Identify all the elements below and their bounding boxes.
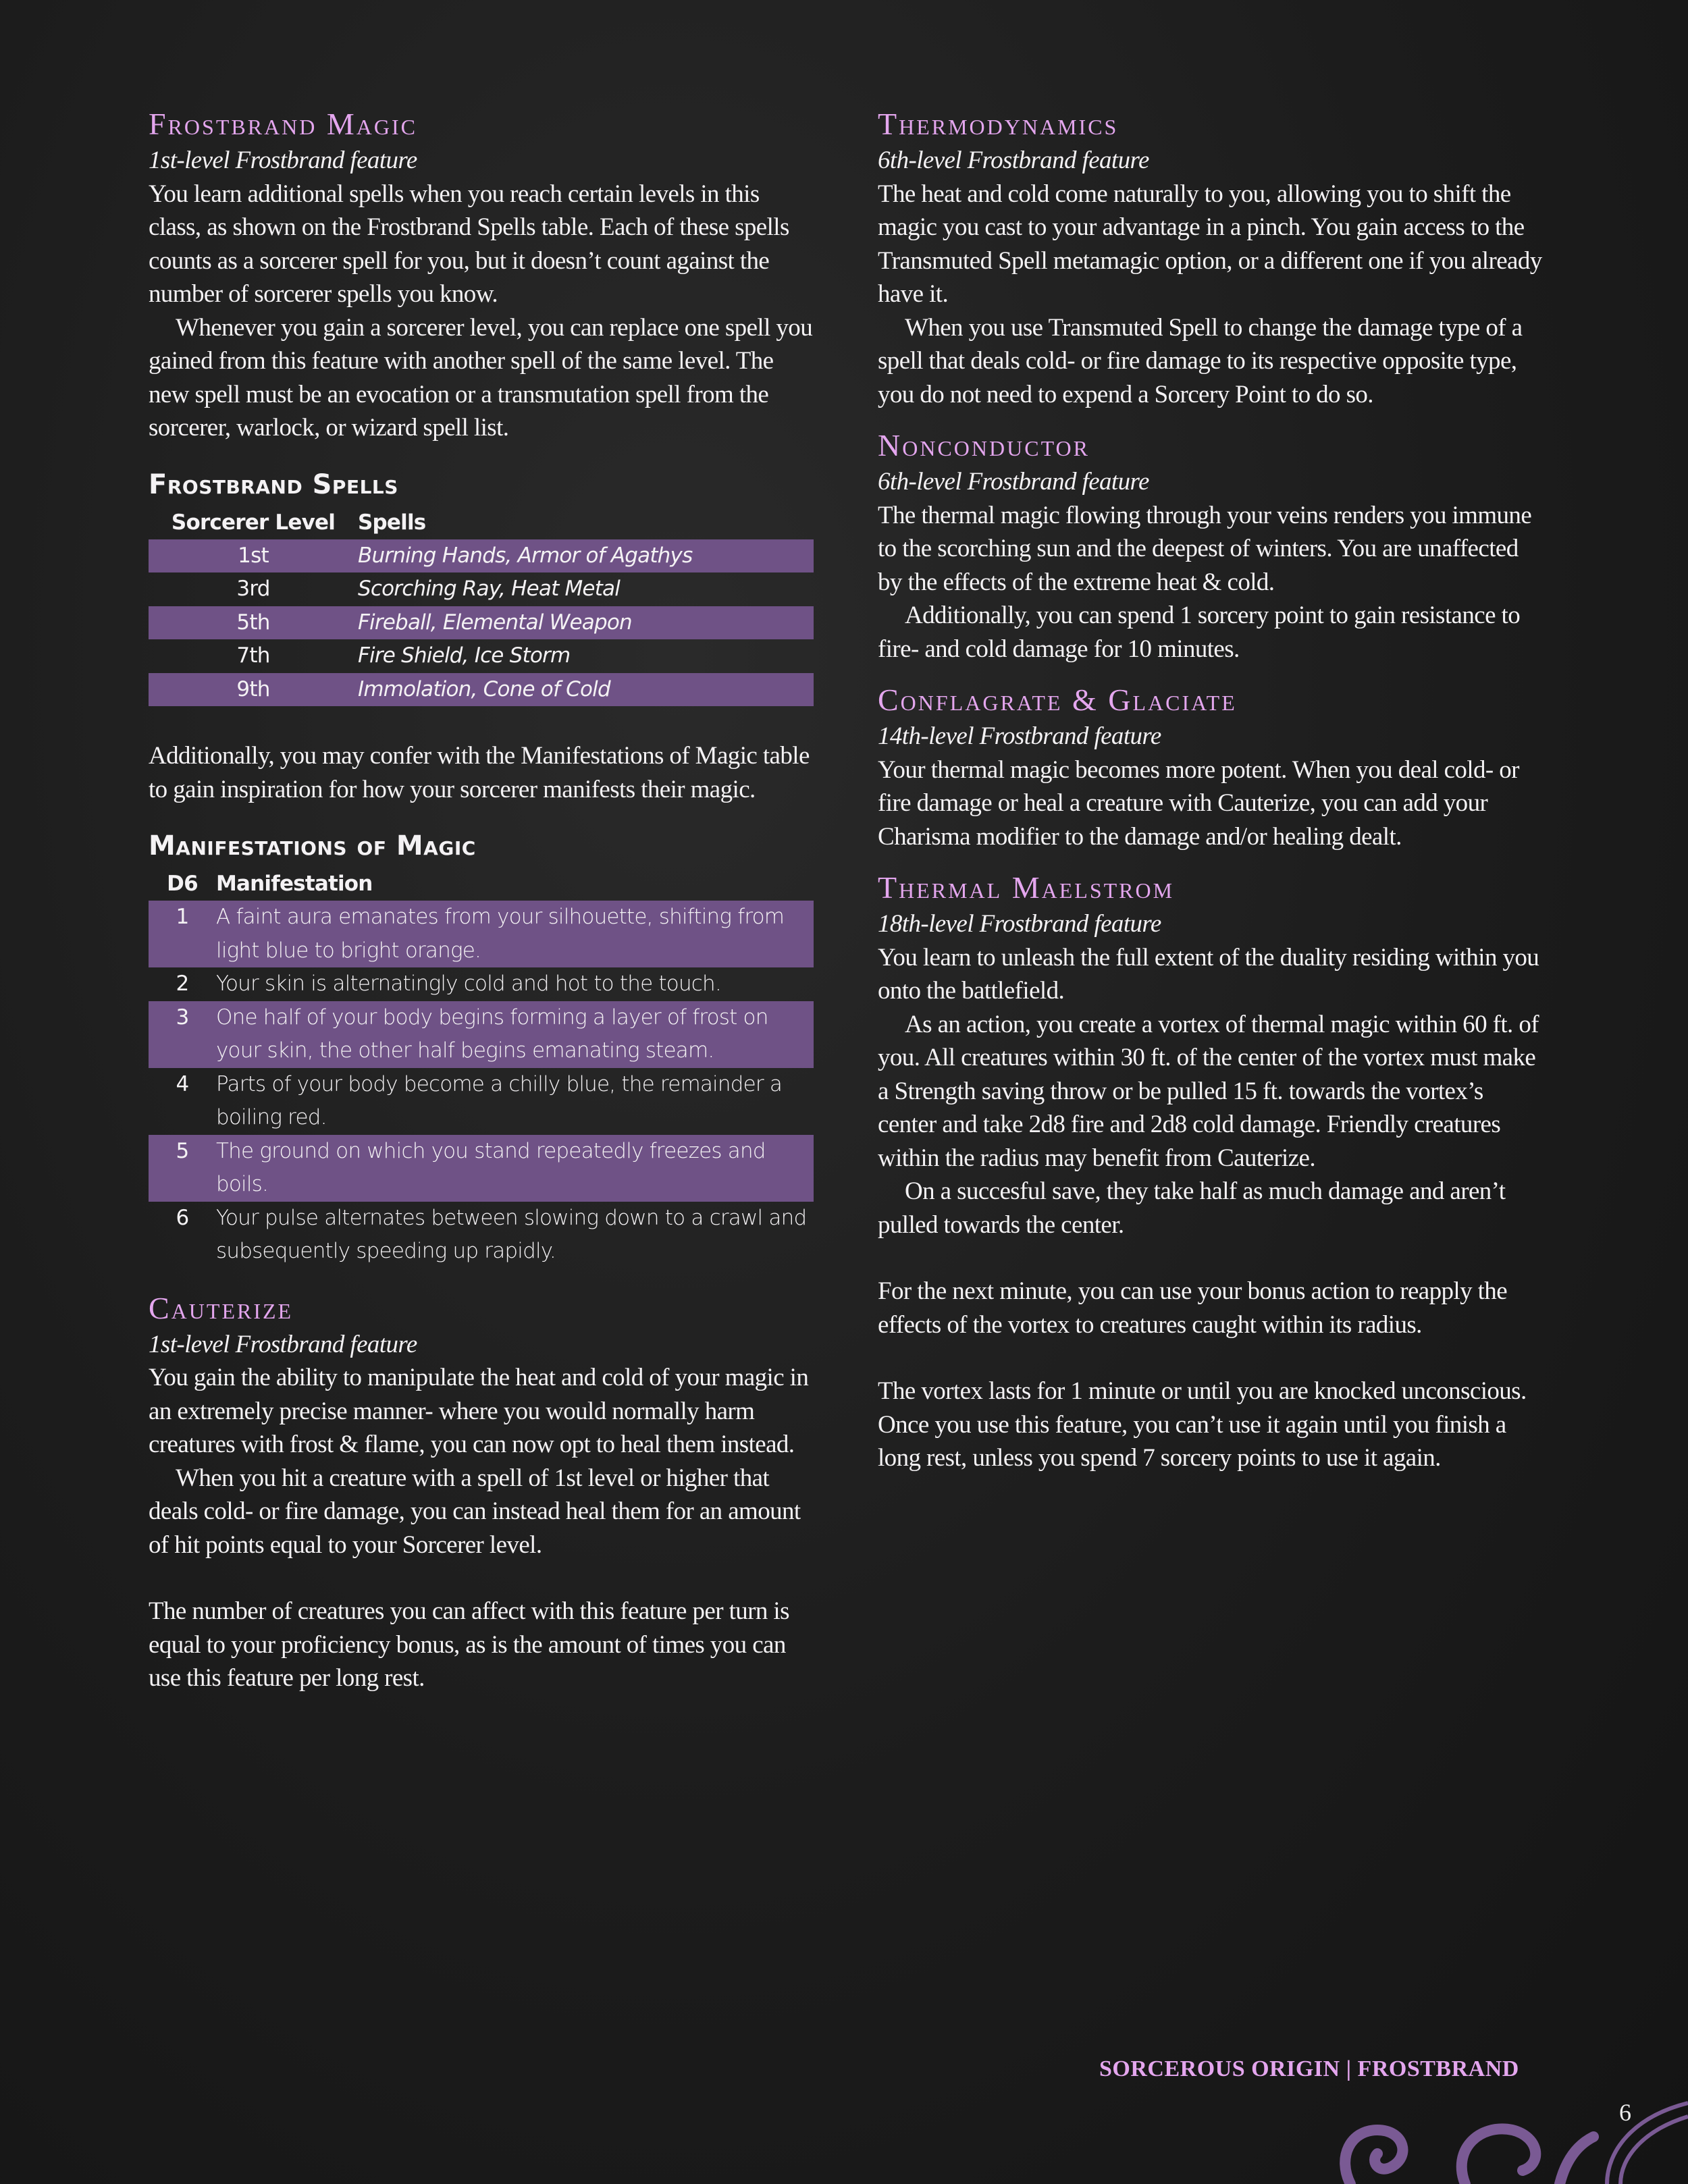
paragraph: Your thermal magic becomes more potent. When you deal cold- or fire damage or heal a creature with Cauterize, you can add your Charisma modifier to the damage and/or healing dealt.: [878, 755, 1519, 851]
manifestation-cell: The ground on which you stand repeatedly freezes and boils.: [216, 1135, 814, 1202]
level-cell: 7th: [236, 643, 270, 668]
spells-cell: Fire Shield, Ice Storm: [358, 643, 571, 668]
manifestation-cell: Your skin is alternatingly cold and hot to the touch.: [216, 971, 721, 996]
section-title: Cauterize: [149, 1290, 294, 1325]
manifestation-cell: A faint aura emanates from your silhouette, shifting from light blue to bright orange.: [216, 901, 814, 967]
page-number: 6: [1619, 2099, 1631, 2126]
table-row: [149, 1135, 814, 1202]
roll-cell: 6: [176, 1205, 189, 1230]
feature-level: 18th-level Frostbrand feature: [878, 910, 1161, 938]
manifestations-table: [149, 865, 814, 1269]
manifestation-cell: Your pulse alternates between slowing down to a crawl and subsequently speeding up rapidly.: [216, 1205, 807, 1263]
conflagrate-section: [878, 681, 1543, 853]
paragraph: For the next minute, you can use your bonus action to reapply the effects of the vortex to creatures caught within its radius.: [878, 1277, 1508, 1339]
column-header: Manifestation: [216, 872, 373, 896]
spells-cell: Immolation, Cone of Cold: [358, 673, 814, 707]
paragraph: You gain the ability to manipulate the heat and cold of your magic in an extremely precise manner- where you would normally harm creatures with frost & flame, you can now opt to heal them instead.: [149, 1364, 809, 1458]
feature-level: 1st-level Frostbrand feature: [149, 147, 417, 174]
roll-cell: 4: [176, 1071, 189, 1096]
manifestation-cell: Parts of your body become a chilly blue, the remainder a boiling red.: [216, 1071, 783, 1129]
table-row: [149, 539, 814, 573]
feature-level: 6th-level Frostbrand feature: [878, 468, 1149, 496]
running-footer: SORCEROUS ORIGIN | FROSTBRAND: [1099, 2056, 1519, 2081]
feature-level: 1st-level Frostbrand feature: [149, 1330, 417, 1358]
paragraph: You learn additional spells when you reach certain levels in this class, as shown on the Frostbrand Spells table. Each of these spells counts as a sorcerer spell for you, but it doesn’t count against the number of sorcerer spells you know.: [149, 180, 789, 308]
section-title: Nonconductor: [878, 428, 1090, 462]
roll-cell: 1: [149, 901, 216, 967]
paragraph: The vortex lasts for 1 minute or until you are knocked unconscious. Once you use this feature, you can’t use it again until you finish a long rest, unless you spend 7 sorcery points to use it again.: [878, 1377, 1527, 1472]
flourish-ornament-icon: [1310, 2083, 1688, 2184]
paragraph: You learn to unleash the full extent of the duality residing within you onto the battlefield.: [878, 943, 1539, 1005]
nonconductor-section: [878, 426, 1543, 666]
roll-cell: 2: [176, 971, 189, 996]
paragraph: When you use Transmuted Spell to change the damage type of a spell that deals cold- or fire damage to its respective opposite type, you do not need to expend a Sorcery Point to do so.: [878, 313, 1523, 408]
table-row: [149, 1001, 814, 1068]
spells-cell: Scorching Ray, Heat Metal: [358, 577, 621, 601]
section-title: Frostbrand Magic: [149, 107, 418, 141]
paragraph: When you hit a creature with a spell of 1st level or higher that deals cold- or fire damage, you can instead heal them for an amount of hit points equal to your Sorcerer level.: [149, 1464, 801, 1559]
roll-cell: 5: [149, 1135, 216, 1202]
right-column: [878, 105, 1543, 1475]
section-title: Thermal Maelstrom: [878, 870, 1175, 905]
paragraph: The number of creatures you can affect with this feature per turn is equal to your proficiency bonus, as is the amount of times you can use this feature per long rest.: [149, 1597, 789, 1692]
table-row: [149, 673, 814, 707]
table-row: [149, 639, 814, 673]
section-title: Conflagrate & Glaciate: [878, 683, 1237, 717]
thermal-maelstrom-section: [878, 868, 1543, 1475]
frostbrand-magic-section: [149, 105, 814, 445]
table-row: [149, 1202, 814, 1269]
spells-cell: Fireball, Elemental Weapon: [358, 606, 814, 640]
level-cell: 1st: [149, 539, 358, 573]
spells-cell: Burning Hands, Armor of Agathys: [358, 539, 814, 573]
paragraph: The thermal magic flowing through your veins renders you immune to the scorching sun and the deepest of winters. You are unaffected by the effects of the extreme heat & cold.: [878, 501, 1532, 596]
frostbrand-spells-table: [149, 504, 814, 707]
section-title: Thermodynamics: [878, 107, 1119, 141]
paragraph: Additionally, you may confer with the Manifestations of Magic table to gain inspiration for how your sorcerer manifests their magic.: [149, 742, 810, 803]
paragraph: On a succesful save, they take half as much damage and aren’t pulled towards the center.: [878, 1177, 1506, 1239]
paragraph: Additionally, you can spend 1 sorcery point to gain resistance to fire- and cold damage for 10 minutes.: [878, 602, 1521, 663]
table-row: [149, 572, 814, 606]
paragraph: As an action, you create a vortex of thermal magic within 60 ft. of you. All creatures within 30 ft. of the center of the vortex must make a Strength saving throw or be pulled 15 ft. towards the vortex’s center and take 2d8 fire and 2d8 cold damage. Friendly creatures within the radius may benefit from Cauterize.: [878, 1010, 1539, 1172]
left-column: [149, 105, 814, 1695]
level-cell: 3rd: [236, 577, 270, 601]
roll-cell: 3: [149, 1001, 216, 1068]
feature-level: 6th-level Frostbrand feature: [878, 147, 1149, 174]
column-header: Sorcerer Level: [171, 510, 336, 535]
level-cell: 5th: [149, 606, 358, 640]
table-title: Frostbrand Spells: [149, 469, 398, 500]
feature-level: 14th-level Frostbrand feature: [878, 722, 1161, 750]
table-row: [149, 606, 814, 640]
table-title: Manifestations of Magic: [149, 830, 476, 861]
paragraph: Whenever you gain a sorcerer level, you can replace one spell you gained from this feature with another spell of the same level. The new spell must be an evocation or a transmutation spell from the sorcerer, warlock, or wizard spell list.: [149, 313, 813, 442]
level-cell: 9th: [149, 673, 358, 707]
table-row: [149, 1068, 814, 1135]
column-header: D6: [167, 872, 198, 896]
thermodynamics-section: [878, 105, 1543, 411]
manifestation-cell: One half of your body begins forming a layer of frost on your skin, the other half begins emanating steam.: [216, 1001, 814, 1068]
table-row: [149, 967, 814, 1001]
column-header: Spells: [358, 510, 426, 535]
paragraph: The heat and cold come naturally to you, allowing you to shift the magic you cast to your advantage in a pinch. You gain access to the Transmuted Spell metamagic option, or a different one if you already have it.: [878, 180, 1542, 308]
cauterize-section: [149, 1289, 814, 1695]
table-row: [149, 901, 814, 967]
